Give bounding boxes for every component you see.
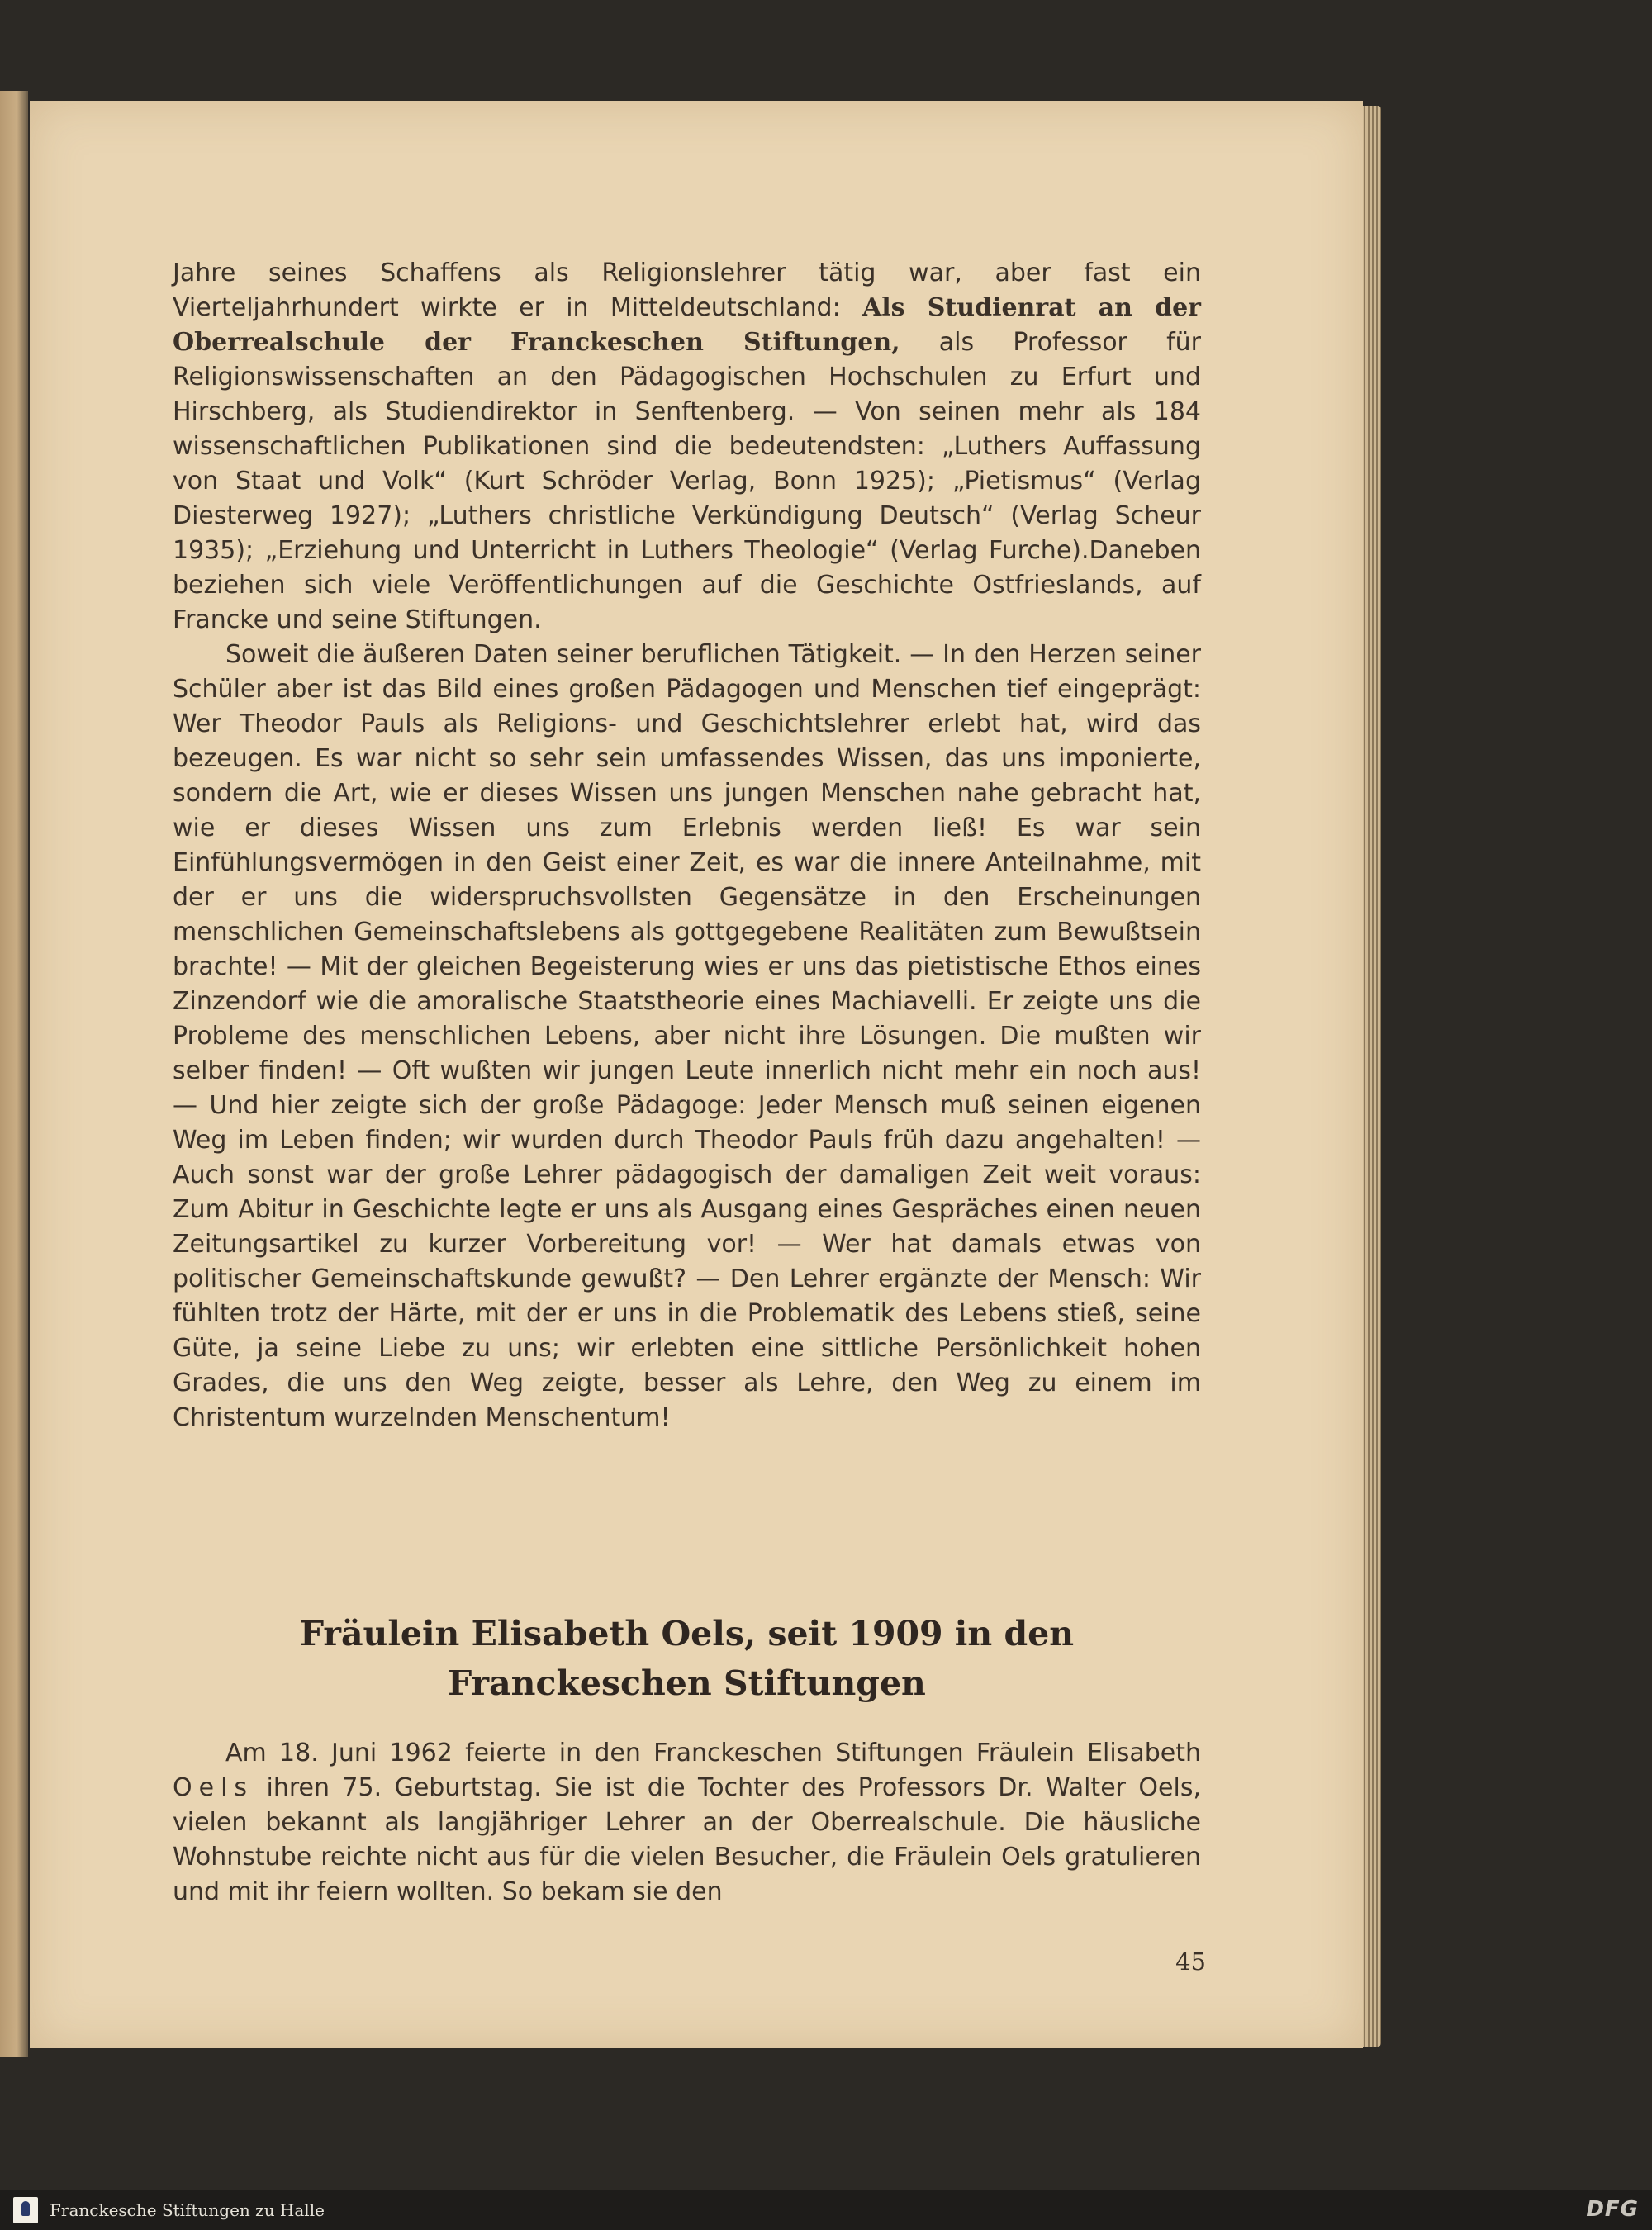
- section-2-end: ihren 75. Geburtstag. Sie ist die Tochter des Professors Dr. Walter Oels, vielen bekannt als langjähriger Lehrer an der Oberrealschule. Die häusliche Wohnstube reichte nicht aus für die vielen Besucher, die Fräulein Oels gratulieren und mit ihr feiern wollten. So bekam sie den: [173, 1773, 1201, 1906]
- section-2-paragraph: [173, 1736, 1201, 1910]
- document-page: [30, 101, 1363, 2048]
- section-2-spaced-name: Oels: [173, 1773, 254, 1802]
- section-heading-line-1: Fräulein Elisabeth Oels, seit 1909 in den: [299, 1614, 1075, 1654]
- body-text: [173, 256, 1201, 1435]
- paragraph-2: Soweit die äußeren Daten seiner beruflichen Tätigkeit. — In den Herzen seiner Schüler aber ist das Bild eines großen Pädagogen und Menschen tief eingeprägt: Wer Theodor Pauls als Religions- und Geschichtslehrer erlebt hat, wird das bezeugen. Es war nicht so sehr sein umfassendes Wissen, das uns imponierte, sondern die Art, wie er dieses Wissen uns jungen Menschen nahe gebracht hat, wie er dieses Wissen uns zum Erlebnis werden ließ! Es war sein Einfühlungsvermögen in den Geist einer Zeit, es war die innere Anteilnahme, mit der er uns die widerspruchsvollsten Gegensätze in den Erscheinungen menschlichen Gemeinschaftslebens als gottgegebene Realitäten zum Bewußtsein brachte! — Mit der gleichen Begeisterung wies er uns das pietistische Ethos eines Zinzendorf wie die amoralische Staatstheorie eines Machiavelli. Er zeigte uns die Probleme des menschlichen Lebens, aber nicht ihre Lösungen. Die mußten wir selber finden! — Oft wußten wir jungen Leute innerlich nicht mehr ein noch aus! — Und hier zeigte sich der große Pädagoge: Jeder Mensch muß seinen eigenen Weg im Leben finden; wir wurden durch Theodor Pauls früh dazu angehalten! — Auch sonst war der große Lehrer pädagogisch der damaligen Zeit weit voraus: Zum Abitur in Geschichte legte er uns als Ausgang eines Gespräches einen neuen Zeitungsartikel zu kurzer Vorbereitung vor! — Wer hat damals etwas von politischer Gemeinschaftskunde gewußt? — Den Lehrer ergänzte der Mensch: Wir fühlten trotz der Härte, mit der er uns in die Problematik des Lebens stieß, seine Güte, ja seine Liebe zu uns; wir erlebten eine sittliche Persönlichkeit hohen Grades, die uns den Weg zeigte, besser als Lehre, den Weg zu einem im Christentum wurzelnden Menschentum!: [173, 640, 1201, 1432]
- previous-page-edge: [0, 91, 28, 2057]
- institution-logo-icon[interactable]: [13, 2197, 38, 2223]
- dfg-logo[interactable]: DFG: [1586, 2197, 1639, 2222]
- paragraph-1-start: Jahre seines Schaffens als Religionslehrer tätig war, aber fast ein Vierteljahrhundert wirkte er in Mitteldeutschland:: [173, 259, 1201, 322]
- paragraph-1-end: als Professor für Religionswissenschaften an den Pädagogischen Hochschulen zu Erfurt und Hirschberg, als Studiendirektor in Senftenberg. — Von seinen mehr als 184 wissenschaftlichen Publikationen sind die bedeutendsten: „Luthers Auffassung von Staat und Volk“ (Kurt Schröder Verlag, Bonn 1925); „Pietismus“ (Verlag Diesterweg 1927); „Luthers christliche Verkündigung Deutsch“ (Verlag Scheur 1935); „Erziehung und Unterricht in Luthers Theologie“ (Verlag Furche).Daneben beziehen sich viele Veröffentlichungen auf die Geschichte Ostfrieslands, auf Francke und seine Stiftungen.: [173, 328, 1201, 634]
- section-heading-line-2: Franckeschen Stiftungen: [448, 1663, 926, 1703]
- paragraph-1-emphasis: Als Studienrat an der Oberrealschule der Franckeschen Stiftungen,: [173, 293, 1201, 357]
- page-number: 45: [1175, 1948, 1206, 1976]
- section-heading: [173, 1609, 1201, 1708]
- viewer-footer: [0, 2190, 1652, 2230]
- section-2-start: Am 18. Juni 1962 feierte in den Franckeschen Stiftungen Fräulein Elisabeth: [225, 1739, 1201, 1767]
- footer-institution-link[interactable]: Franckesche Stiftungen zu Halle: [50, 2200, 325, 2220]
- paragraph-1: [173, 256, 1201, 638]
